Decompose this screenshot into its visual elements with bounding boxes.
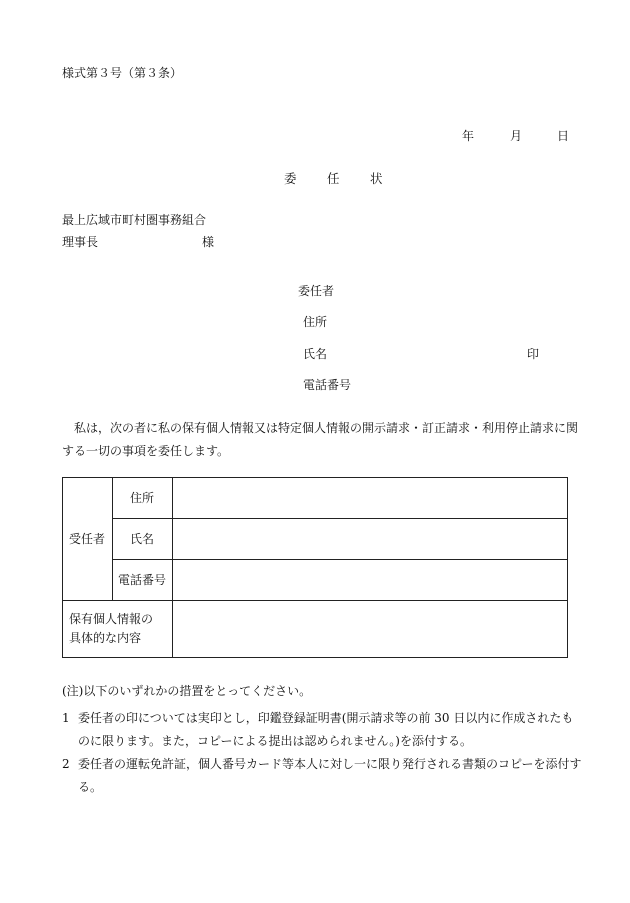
table-border-left xyxy=(62,477,63,658)
table-border-bottom xyxy=(62,657,568,658)
delegator-seal-mark: 印 xyxy=(527,347,540,361)
delegator-tel-label: 電話番号 xyxy=(303,378,352,392)
table-divider-v2 xyxy=(172,477,173,658)
delegate-table xyxy=(62,477,568,658)
table-border-top xyxy=(62,477,568,478)
notes-heading: (注)以下のいずれかの措置をとってください。 xyxy=(62,684,312,698)
date-year-label: 年 xyxy=(462,129,475,143)
table-divider-v1 xyxy=(112,477,113,600)
delegator-heading: 委任者 xyxy=(298,284,335,298)
table-divider-h3 xyxy=(62,600,568,601)
delegator-name-label: 氏名 xyxy=(303,347,328,361)
note-text: 委任者の印については実印とし，印鑑登録証明書(開示請求等の前 30 日以内に作成されたものに限ります。また，コピーによる提出は認められません。)を添付する。 xyxy=(78,711,574,748)
delegator-address-label: 住所 xyxy=(303,315,328,329)
delegate-label: 受任者 xyxy=(69,532,106,546)
note-number: 1 xyxy=(62,711,70,725)
addressee-honorific: 様 xyxy=(202,235,215,249)
table-divider-h1 xyxy=(112,518,568,519)
delegate-tel-label: 電話番号 xyxy=(118,573,167,587)
note-item xyxy=(62,753,582,799)
table-border-right xyxy=(567,477,568,658)
info-label-line1: 保有個人情報の xyxy=(69,612,154,626)
delegate-name-label: 氏名 xyxy=(130,532,155,546)
form-id: 様式第３号（第３条） xyxy=(62,66,183,80)
note-item xyxy=(62,707,582,753)
date-day-label: 日 xyxy=(557,129,570,143)
note-text: 委任者の運転免許証，個人番号カード等本人に対し一に限り発行される書類のコピーを添付する。 xyxy=(78,757,582,794)
delegate-address-label: 住所 xyxy=(130,491,155,505)
table-divider-h2 xyxy=(112,559,568,560)
note-number: 2 xyxy=(62,757,70,771)
addressee-org: 最上広域市町村圏事務組合 xyxy=(62,213,207,227)
delegation-statement: 私は，次の者に私の保有個人情報又は特定個人情報の開示請求・訂正請求・利用停止請求に関する一切の事項を委任します。 xyxy=(62,421,579,458)
document-title: 委 任 状 xyxy=(284,171,392,186)
info-label-line2: 具体的な内容 xyxy=(69,631,142,645)
date-month-label: 月 xyxy=(510,129,523,143)
addressee-role: 理事長 xyxy=(62,235,99,249)
